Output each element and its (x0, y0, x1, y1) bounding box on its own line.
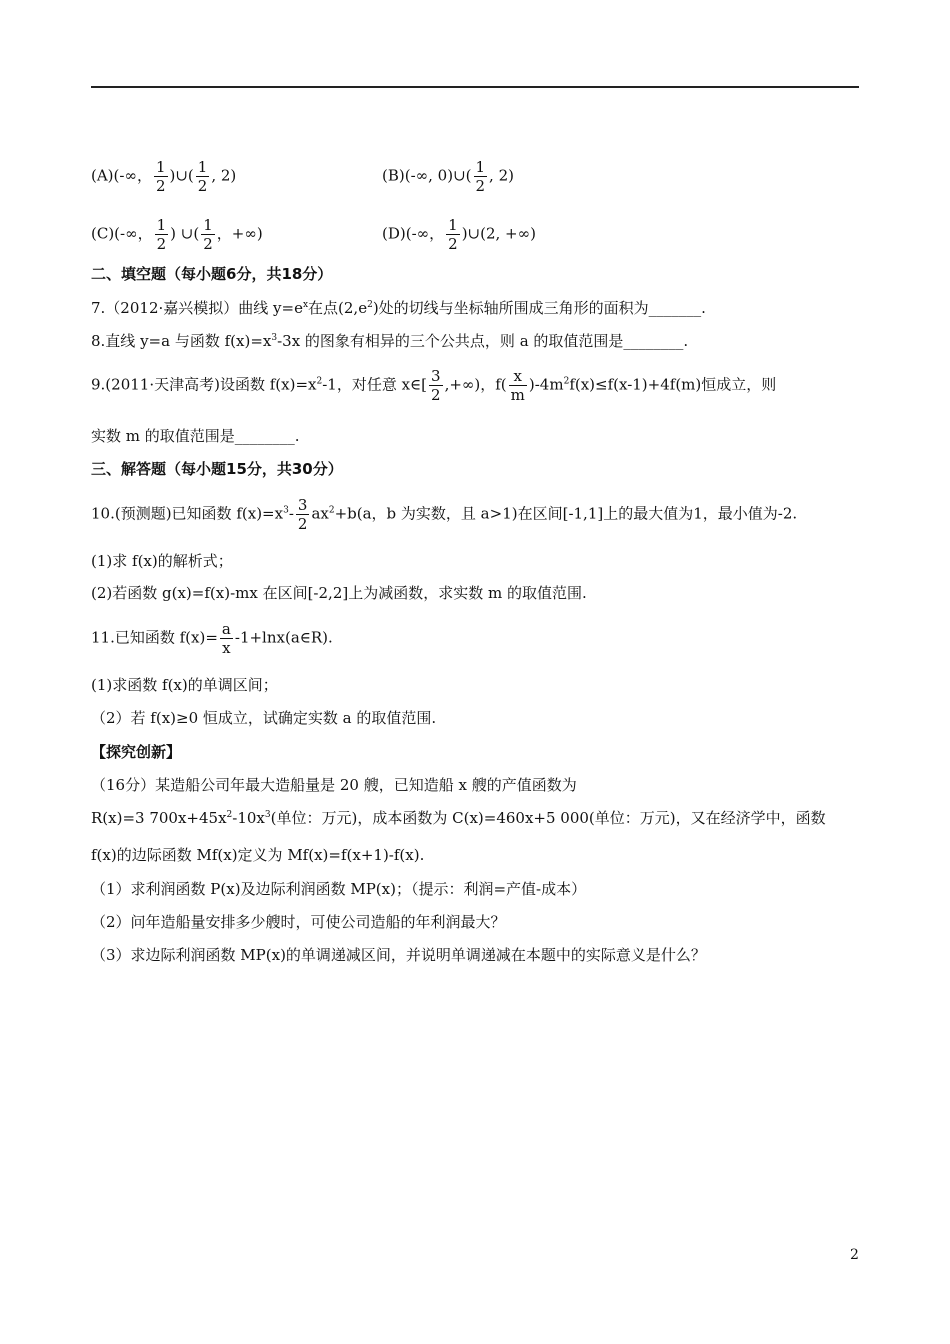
question-9-cont: 实数 m 的取值范围是________. (91, 427, 300, 445)
choice-a: (A)(-∞， $\frac{1}{2}$ )∪( $\frac{1}{2}$ , 2) (91, 158, 237, 195)
question-11: 11.已知函数 f(x)= $\frac{a}{x}$ -1+lnx(a∈R). (91, 620, 333, 657)
question-8: 8.直线 y=a 与函数 $f(x)=x^3-3x$ 的图象有相异的三个公共点，则 a 的取值范围是________. (91, 332, 689, 350)
question-11-part1: (1)求函数 f(x)的单调区间； (91, 676, 278, 694)
choice-d: (D)(-∞， $\frac{1}{2}$ )∪(2, +∞) (382, 216, 536, 253)
page-number: 2 (850, 1247, 859, 1263)
question-12-part2: （2）问年造船量安排多少艘时，可使公司造船的年利润最大？ (91, 913, 506, 931)
question-11-part2: （2）若 f(x)≥0 恒成立，试确定实数 a 的取值范围. (91, 709, 437, 727)
question-12-line2: R(x)=3 $700x+45x^2-10x^3$(单位：万元)，成本函数为 C(x)=460x+5 000(单位：万元)，又在经济学中，函数 (91, 809, 826, 827)
choice-c: (C)(-∞， $\frac{1}{2}$ ) ∪( $\frac{1}{2}$ ，+∞) (91, 216, 263, 253)
question-12-part1: （1）求利润函数 P(x)及边际利润函数 MP(x)；（提示：利润=产值-成本） (91, 880, 587, 898)
question-10: 10.(预测题)已知函数 $f(x)=x^3-$ $\frac{3}{2}$ $ax^2+b(a$，b 为实数，且 a>1)在区间[-1,1]上的最大值为1，最小值为-2. (91, 496, 798, 533)
question-10-part2: (2)若函数 g(x)=f(x)-mx 在区间[-2,2]上为减函数，求实数 m 的取值范围. (91, 584, 587, 602)
header-rule (91, 86, 859, 88)
question-12-line1: （16分）某造船公司年最大造船量是 20 艘，已知造船 x 艘的产值函数为 (91, 776, 577, 794)
question-7: 7.（2012·嘉兴模拟）曲线 $y=e^x$在点$(2,e^2)$处的切线与坐标轴所围成三角形的面积为_______. (91, 299, 706, 317)
question-12-part3: （3）求边际利润函数 MP(x)的单调递减区间，并说明单调递减在本题中的实际意义是什么？ (91, 946, 706, 964)
section-heading-fill-blank: 二、填空题（每小题6分，共18分） (91, 265, 333, 283)
question-10-part1: (1)求 f(x)的解析式； (91, 552, 233, 570)
section-heading-solutions: 三、解答题（每小题15分，共30分） (91, 460, 343, 478)
section-heading-explore: 【探究创新】 (91, 743, 182, 761)
question-12-line3: f(x)的边际函数 Mf(x)定义为 Mf(x)=f(x+1)-f(x). (91, 846, 425, 864)
question-9: 9.(2011·天津高考)设函数 $f(x)=x^2-1$，对任意 x∈[ $\frac{3}{2}$ ,+∞)，f( $\frac{x}{m}$ )$-4m^2f(x)\le f(x-1)+4f(m)$恒成立，则 (91, 367, 777, 404)
choice-b: (B)(-∞, 0)∪( $\frac{1}{2}$ , 2) (382, 158, 514, 195)
